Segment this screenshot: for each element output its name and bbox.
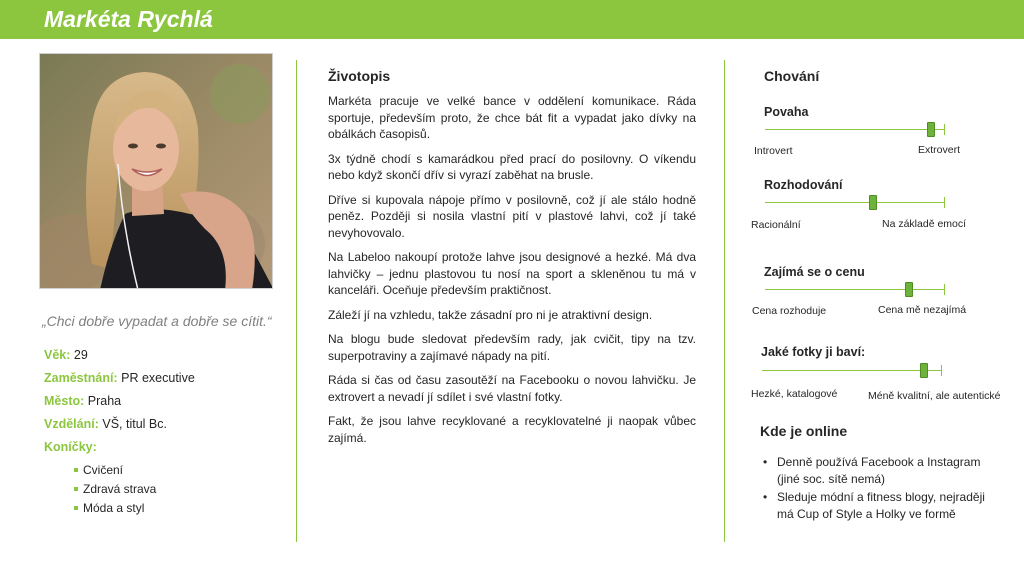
header-bar [0,0,1024,39]
fact-label: Město: [44,394,85,408]
trait-left-label: Introvert [754,145,793,157]
bio-paragraph: Markéta pracuje ve velké bance v oddělení komunikace. Ráda sportuje, především proto, že chce bát fit a vypadat jako dívky na obálkách časopisů. [328,94,696,141]
online-list [763,454,993,524]
trait-scale-end-tick [944,284,945,295]
trait-left-label: Cena rozhoduje [752,305,827,317]
fact-label: Zaměstnání: [44,371,118,385]
bio-paragraph: 3x týdně chodí s kamarádkou před prací do posilovny. O víkendu nebo když skončí dřív si vyrazí zaběhat na brusle. [328,151,696,182]
bio-paragraph: Fakt, že jsou lahve recyklované a recyklovatelné ji naopak vůbec zajímá. [328,414,696,445]
trait-scale-line [765,129,945,130]
trait-slider-knob [920,363,928,378]
trait-slider-knob [927,122,935,137]
trait-scale-line [765,289,945,290]
fact-city [44,392,195,415]
trait-left-label: Racionální [751,219,801,231]
trait-right-label: Extrovert [918,144,961,156]
trait-title: Jaké fotky ji baví: [761,345,866,359]
fact-label: Věk: [44,348,71,362]
hobbies-label: Koníčky: [44,440,97,454]
fact-age [44,346,195,369]
trait-title: Povaha [764,105,809,119]
fact-occupation [44,369,195,392]
trait-scale-line [762,370,942,371]
persona-photo [39,53,273,289]
trait-scale-end-tick [944,197,945,208]
fact-value: 29 [73,348,88,362]
trait-scale-end-tick [941,365,942,376]
persona-name: Markéta Rychlá [44,6,213,32]
bio-title: Životopis [328,68,391,84]
fact-value: Praha [87,394,122,408]
bio-paragraph: Na blogu bude sledovat především rady, jak cvičit, tipy na tzv. superpotraviny a zajímavé nápady na pití. [328,332,696,363]
fact-label: Vzdělání: [44,417,99,431]
fact-value: PR executive [121,371,195,385]
bio-text [328,93,696,454]
trait-title: Rozhodování [764,178,843,192]
bio-paragraph: Na Labeloo nakoupí protože lahve jsou designové a hezké. Má dva lahvičky – jednu plastovou tu nosí na sport a skleněnou tu má v kanceláři. Oceňuje především praktičnost. [328,250,696,297]
persona-facts [44,346,195,519]
fact-education [44,415,195,438]
online-item: • Denně používá Facebook a Instagram (jiné soc. sítě nemá) [763,454,993,487]
hobby-item: Zdravá strava [74,481,195,500]
column-divider [296,60,297,542]
trait-right-label: Méně kvalitní, ale autentické [868,390,1001,402]
column-divider [724,60,725,542]
bio-paragraph: Záleží jí na vzhledu, takže zásadní pro ni je atraktivní design. [328,307,653,322]
trait-slider-knob [905,282,913,297]
hobby-item: Móda a styl [74,500,195,519]
bio-paragraph: Ráda si čas od času zasoutěží na Facebooku o novou lahvičku. Je extrovert a nevadí jí sdílet i své vlastní fotky. [328,373,696,404]
hobby-item: Cvičení [74,462,195,481]
trait-right-label: Cena mě nezajímá [878,304,967,316]
fact-hobbies [44,438,195,461]
trait-slider-knob [869,195,877,210]
persona-quote: „Chci dobře vypadat a dobře se cítit.“ [42,313,272,329]
hobbies-list [74,462,195,519]
trait-scale-line [765,202,945,203]
bio-paragraph: Dříve si kupovala nápoje přímo v posilovně, což jí ale stálo hodně peněz. Později si nosila vlastní pití v plastové lahvi, což jí také nevyhovovalo. [328,192,696,240]
online-item: • Sleduje módní a fitness blogy, nejraději má Cup of Style a Holky ve formě [763,489,993,522]
behavior-title: Chování [764,68,820,84]
trait-right-label: Na základě emocí [882,218,967,230]
fact-value: VŠ, titul Bc. [102,417,167,431]
trait-left-label: Hezké, katalogové [751,388,838,400]
online-title: Kde je online [760,423,848,439]
trait-scale-end-tick [944,124,945,135]
trait-title: Zajímá se o cenu [764,265,865,279]
